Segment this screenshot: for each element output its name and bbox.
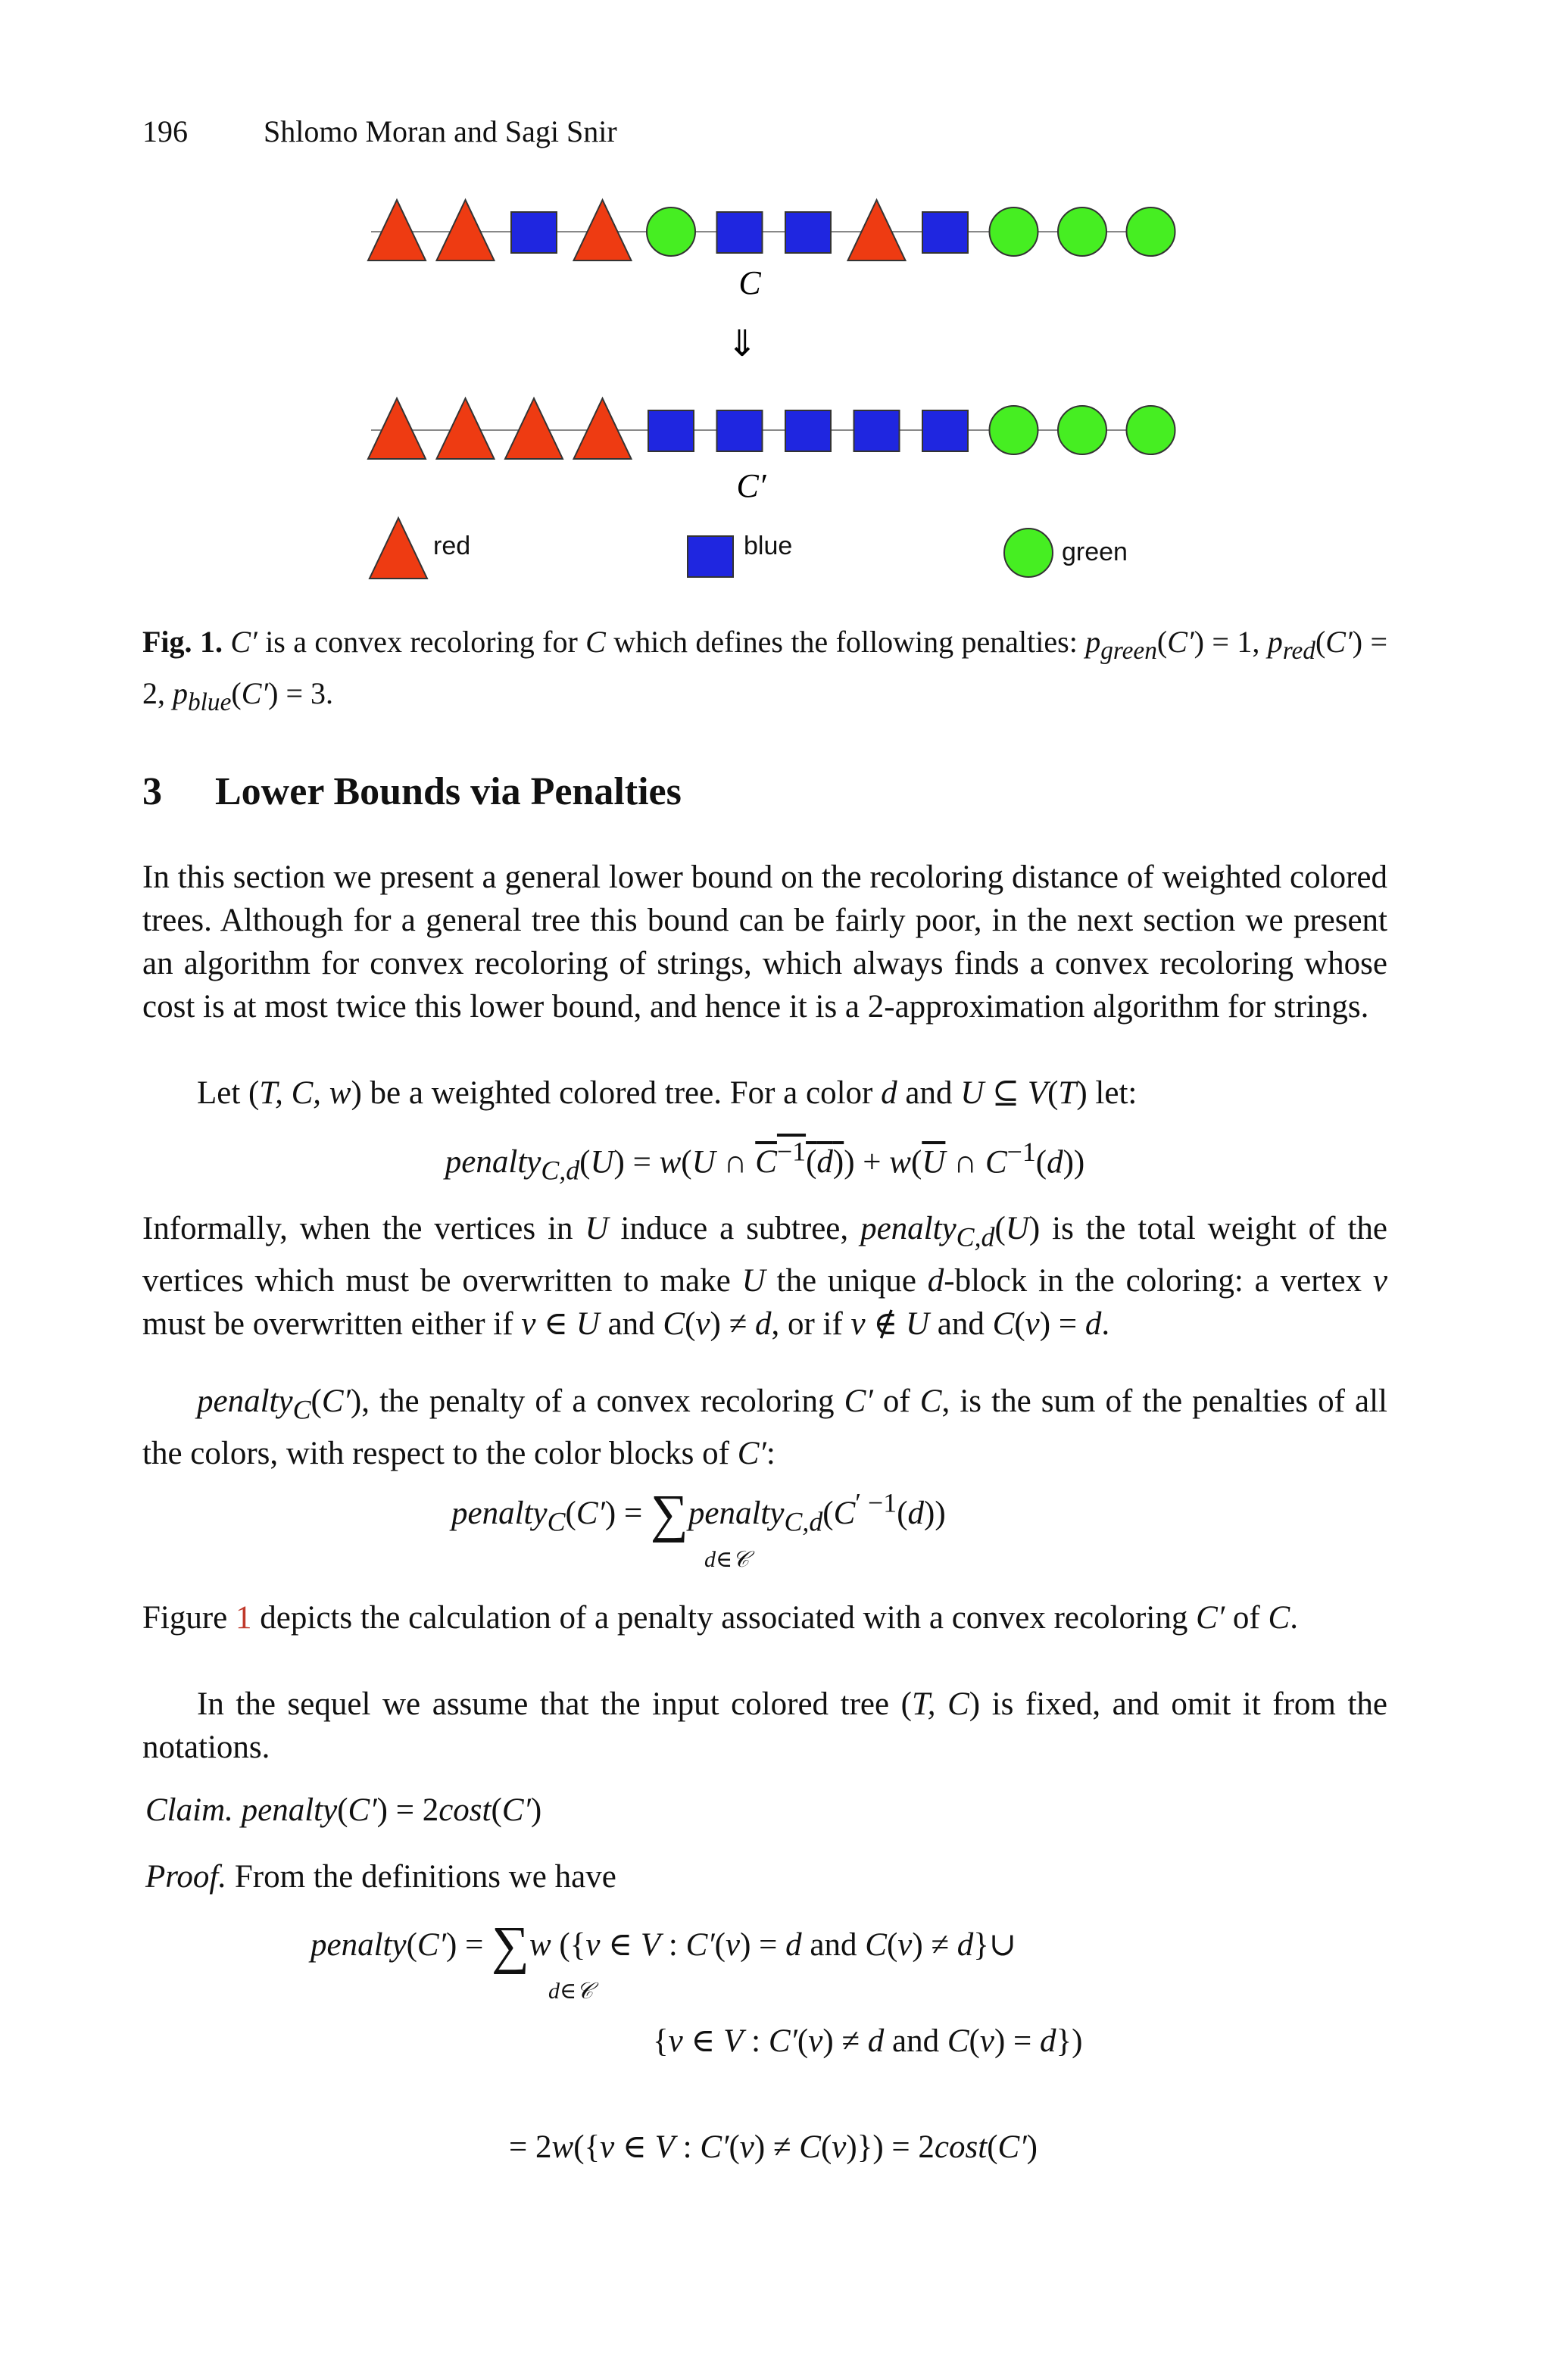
equation-proof-line1 [311,1916,1016,1975]
caption-text: C′ is a convex recoloring for C which defines the following penalties: $p_{green}(C') = 1$, $p_{red}(C') = 2$, $p_{blue}(C') = 3$. [142,625,1387,716]
eq2-right: $penalty_{C,d}(C^{' -1}(d))$ [688,1487,946,1537]
legend-label-green: green [1062,538,1128,566]
figure-legend [370,518,1128,579]
row-cp-node-4-square [648,410,694,451]
paragraph-let: Let (T, C, w) be a weighted colored tree. For a color d and U ⊆ V(T) let: [197,1075,1138,1111]
page-number: 196 [142,114,188,148]
legend-label-red: red [433,532,471,560]
equation-penalty-cd: penalty$_{C,d}$(U) = w(U ∩ $C^{-1}(d)) + w(\overline{U}$ ∩ $C^{-1}(d)$) [445,1137,1085,1186]
row-c-node-8-square [922,212,968,253]
legend-label-blue: blue [744,532,793,560]
paragraph-figure-ref [142,1596,1387,1639]
eq3-left: penalty(C′) = [311,1927,492,1963]
row-cp-node-7-square [854,410,900,451]
row-cp-node-2-triangle [505,398,563,459]
row-c-node-9-circle [990,207,1038,256]
paragraph-informally: Informally, when the vertices in U induce a subtree, penalty$_{C,d}$(U) is the total weight of the vertices which must be overwritten to make U the unique d-block in the coloring: a vertex v must be overwritten either if v ∈ U and C(v) ≠ d, or if v ∉ U and C(v) = d. [142,1211,1388,1342]
row-cp-node-3-triangle [574,398,632,459]
row-c-node-7-triangle [848,200,906,260]
row-cp-node-0-triangle [368,398,426,459]
row-cp-node-8-square [922,410,968,451]
equation-proof-line2: {v ∈ V : C′(v) ≠ d and C(v) = d}) [653,2023,1083,2059]
row-c-node-6-square [785,212,831,253]
equation-penalty-sum [451,1484,946,1543]
eq3-sum-index: d∈𝒞 [548,1979,594,2004]
p5-before: Figure [142,1600,236,1636]
claim [142,1789,1390,1832]
proof-label: Proof. [145,1859,227,1895]
caption-label: Fig. 1. [142,625,223,659]
legend-triangle-icon [370,518,427,579]
legend-square-icon [688,536,733,577]
section-number: 3 [142,770,162,813]
figure-caption [142,621,1387,724]
row-c-node-5-square [717,212,763,253]
eq3-right: w ({v ∈ V : C′(v) = d and C(v) ≠ d}∪ [529,1927,1016,1963]
row-cp-node-1-triangle [437,398,495,459]
row-cp-node-6-square [785,410,831,451]
row-c-node-0-triangle [368,200,426,260]
paragraph-intro: In this section we present a general lower bound on the recoloring distance of weighted colored trees. Although for a general tree this bound can be fairly poor, in the next section we present an algorithm for convex recoloring of strings, which always finds a convex recoloring whose cost is at most twice this lower bound, and hence it is a 2-approximation algorithm for strings. [142,859,1387,1025]
eq2-sum-index: d∈𝒞 [704,1547,750,1572]
proof-text: From the definitions we have [226,1859,616,1895]
section-title: Lower Bounds via Penalties [215,770,682,813]
paragraph-sequel: In the sequel we assume that the input colored tree (T, C) is fixed, and omit it from the notations. [142,1686,1388,1765]
string-c [368,200,1175,260]
row-c-node-1-triangle [437,200,495,260]
string-c-prime [368,398,1175,459]
legend-circle-icon [1004,529,1053,577]
string-c-label: C [738,264,761,301]
sum-symbol-2: ∑ [492,1917,529,1975]
claim-body: penalty(C′) = 2cost(C′) [241,1792,542,1828]
row-c-node-4-circle [647,207,695,256]
p5-after: depicts the calculation of a penalty associated with a convex recoloring C′ of C. [251,1600,1298,1636]
row-cp-node-5-square [717,410,763,451]
row-cp-node-11-circle [1127,406,1175,454]
arrow-down-icon: ⇓ [726,323,758,365]
proof [142,1855,1390,1898]
row-c-node-2-square [511,212,557,253]
running-authors: Shlomo Moran and Sagi Snir [264,114,617,148]
claim-label: Claim. [145,1792,233,1828]
row-c-node-11-circle [1127,207,1175,256]
row-cp-node-10-circle [1058,406,1106,454]
equation-proof-line3: = 2w({v ∈ V : C′(v) ≠ C(v)}) = 2cost(C′) [509,2129,1038,2165]
figure-1-link[interactable]: 1 [236,1600,252,1636]
section-heading [142,769,682,814]
row-cp-node-9-circle [990,406,1038,454]
string-c-prime-label: C′ [736,467,766,504]
row-c-node-3-triangle [574,200,632,260]
row-c-node-10-circle [1058,207,1106,256]
sum-symbol: ∑ [650,1485,688,1543]
figure-1 [0,0,1551,606]
eq2-left: penalty$_C$(C′) = [451,1496,651,1537]
paragraph-penalty-c: penalty$_C$(C′), the penalty of a convex recoloring C′ of C, is the sum of the penalties of all the colors, with respect to the color blocks of C′: [142,1383,1387,1471]
